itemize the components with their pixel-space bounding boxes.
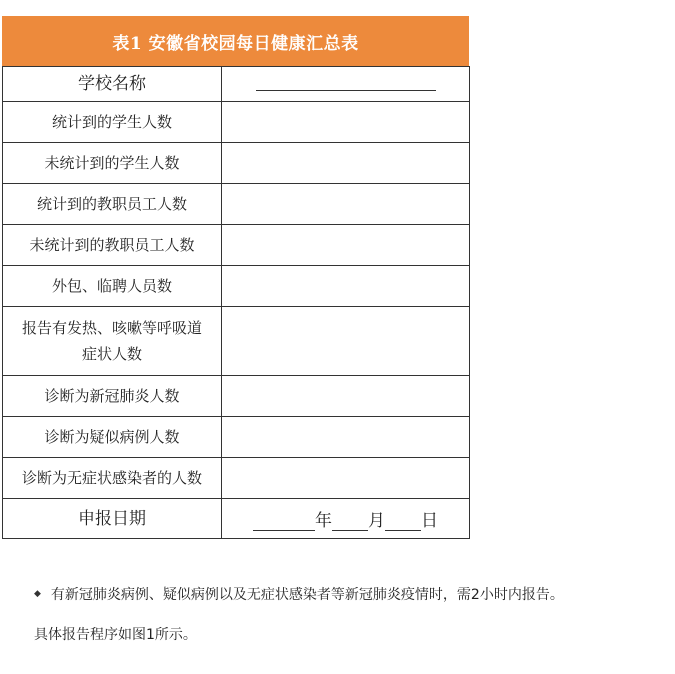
value-cell[interactable] bbox=[222, 417, 470, 458]
diamond-bullet-icon: ◆ bbox=[34, 589, 41, 599]
row-label: 外包、临聘人员数 bbox=[3, 266, 222, 307]
value-cell[interactable] bbox=[222, 184, 470, 225]
month-blank[interactable] bbox=[332, 511, 368, 531]
value-cell[interactable] bbox=[222, 225, 470, 266]
value-cell[interactable] bbox=[222, 307, 470, 376]
table-row bbox=[3, 67, 470, 102]
value-cell[interactable] bbox=[222, 266, 470, 307]
row-label: 诊断为疑似病例人数 bbox=[3, 417, 222, 458]
table-row bbox=[3, 266, 470, 307]
row-label: 未统计到的学生人数 bbox=[3, 143, 222, 184]
table-row bbox=[3, 499, 470, 539]
health-summary-table bbox=[2, 16, 469, 539]
table-row bbox=[3, 417, 470, 458]
table-row bbox=[3, 184, 470, 225]
row-label: 诊断为无症状感染者的人数 bbox=[3, 458, 222, 499]
value-cell[interactable] bbox=[222, 102, 470, 143]
row-label: 未统计到的教职员工人数 bbox=[3, 225, 222, 266]
row-label: 统计到的学生人数 bbox=[3, 102, 222, 143]
value-cell[interactable] bbox=[222, 376, 470, 417]
year-blank[interactable] bbox=[253, 511, 315, 531]
value-cell[interactable] bbox=[222, 458, 470, 499]
footer-paragraph: 具体报告程序如图1所示。 bbox=[34, 627, 197, 643]
table-title: 表1 安徽省校园每日健康汇总表 bbox=[2, 16, 469, 66]
row-label-respiratory-symptoms bbox=[3, 307, 222, 376]
year-unit: 年 bbox=[315, 511, 332, 531]
label-line: 症状人数 bbox=[81, 345, 142, 363]
row-label: 统计到的教职员工人数 bbox=[3, 184, 222, 225]
label-line: 报告有发热、咳嗽等呼吸道 bbox=[21, 319, 202, 337]
day-blank[interactable] bbox=[385, 511, 421, 531]
month-unit: 月 bbox=[368, 511, 385, 531]
date-fill-in bbox=[222, 506, 469, 531]
table-row bbox=[3, 225, 470, 266]
school-name-blank[interactable] bbox=[222, 67, 470, 102]
row-label-school-name: 学校名称 bbox=[3, 67, 222, 102]
value-cell[interactable] bbox=[222, 143, 470, 184]
fill-in-line bbox=[256, 77, 436, 91]
table-row bbox=[3, 143, 470, 184]
summary-table-body bbox=[2, 66, 470, 539]
table-row bbox=[3, 102, 470, 143]
table-row bbox=[3, 458, 470, 499]
table-row bbox=[3, 307, 470, 376]
table-row bbox=[3, 376, 470, 417]
day-unit: 日 bbox=[421, 511, 438, 531]
row-label: 诊断为新冠肺炎人数 bbox=[3, 376, 222, 417]
note-paragraph bbox=[34, 584, 564, 604]
note-text: 有新冠肺炎病例、疑似病例以及无症状感染者等新冠肺炎疫情时，需2小时内报告。 bbox=[50, 587, 564, 603]
row-label-report-date: 申报日期 bbox=[3, 499, 222, 539]
report-date-field[interactable] bbox=[222, 499, 470, 539]
